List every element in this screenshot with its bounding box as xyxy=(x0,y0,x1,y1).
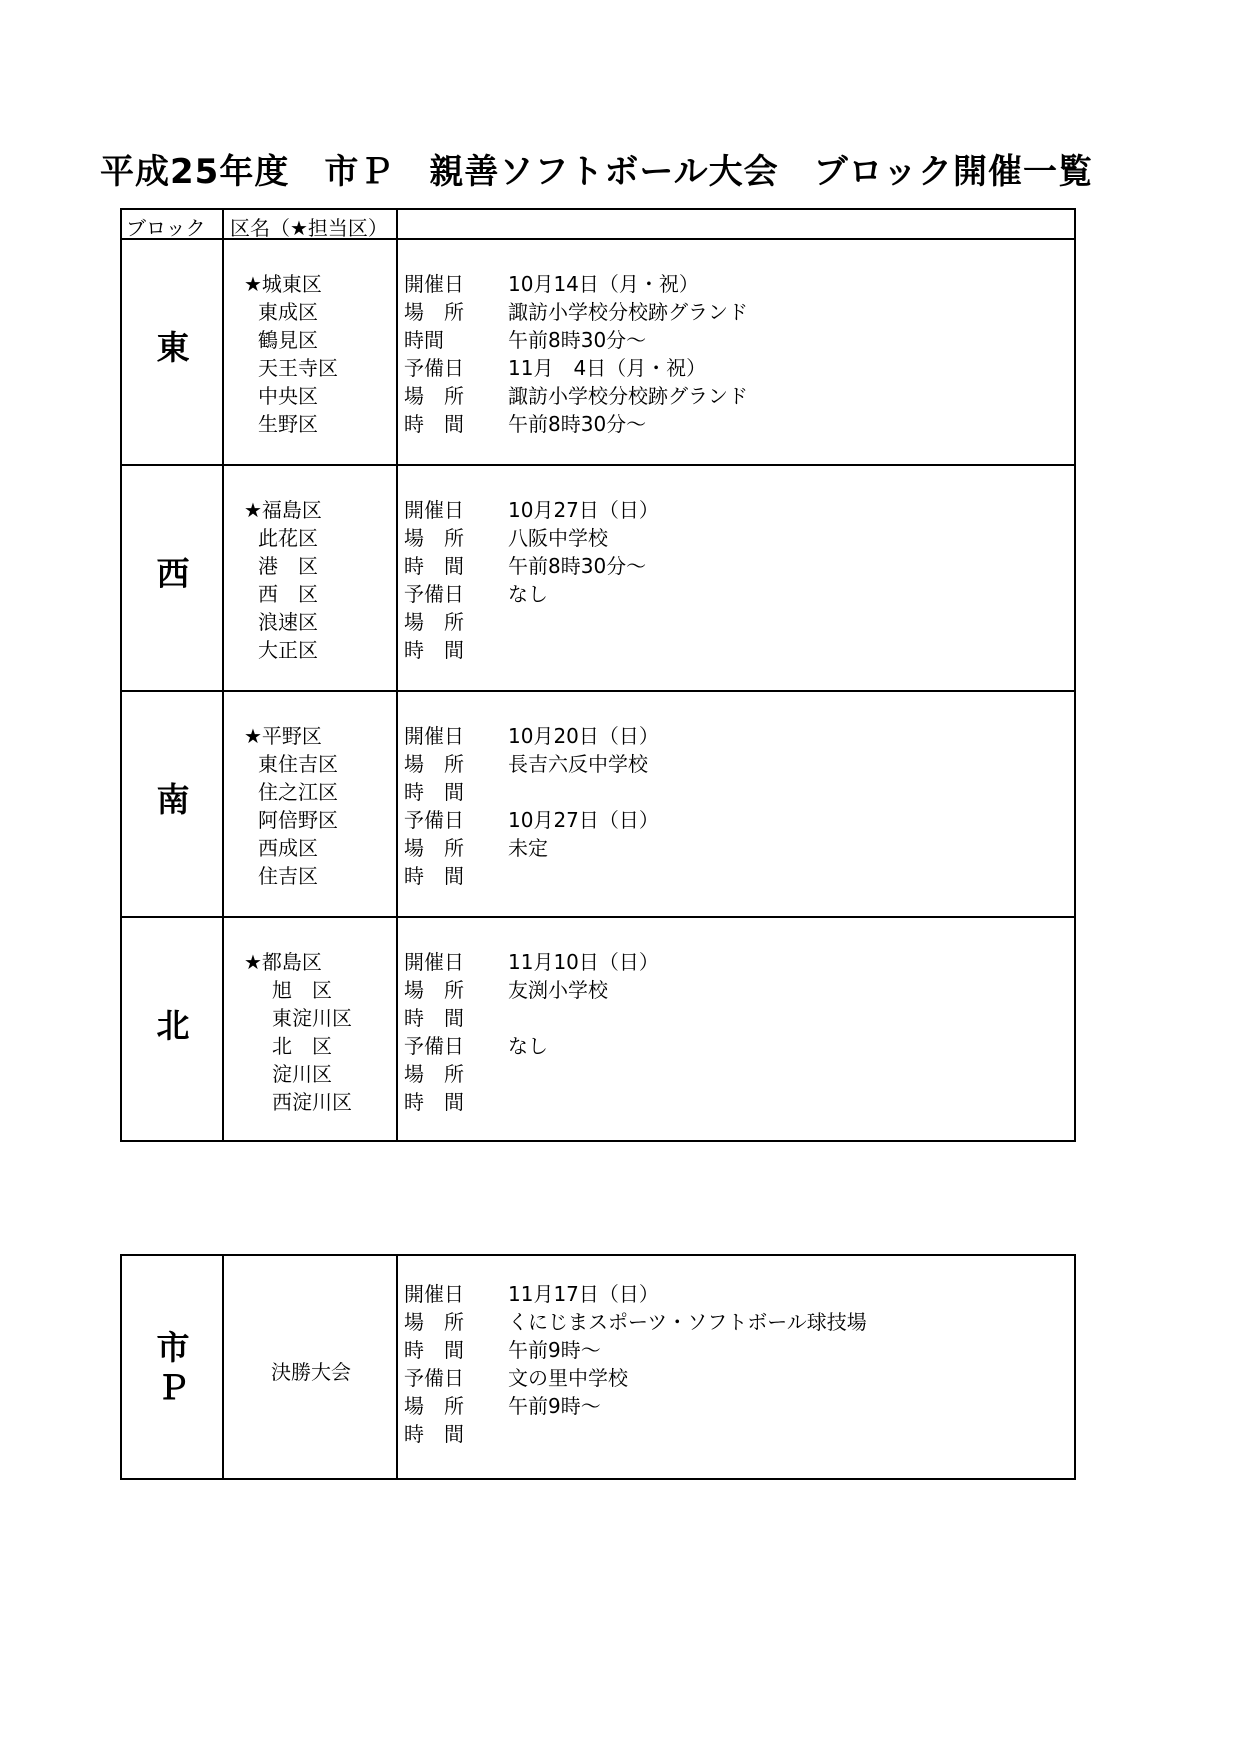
block-row-east xyxy=(122,240,1074,464)
info-value: 諏訪小学校分校跡グランド xyxy=(508,384,748,408)
info-value: 八阪中学校 xyxy=(508,526,608,550)
info-label: 時 間 xyxy=(404,1006,464,1030)
info-line xyxy=(404,298,748,326)
block-row-south xyxy=(122,692,1074,916)
info-line xyxy=(404,354,748,382)
info-label: 予備日 xyxy=(404,808,464,832)
block-name: 北 xyxy=(156,1006,190,1045)
info-line xyxy=(404,806,659,834)
ward: 東成区 xyxy=(258,300,318,324)
info-label: 開催日 xyxy=(404,498,464,522)
ward: 阿倍野区 xyxy=(258,808,338,832)
ward: 生野区 xyxy=(258,412,318,436)
block-name: 南 xyxy=(156,780,190,819)
info-label: 場 所 xyxy=(404,384,464,408)
final-block-name xyxy=(122,1328,224,1408)
info-line xyxy=(404,524,659,552)
ward: 浪速区 xyxy=(258,610,318,634)
block-row-north xyxy=(122,918,1074,1142)
info-line xyxy=(404,1420,867,1448)
ward: 北 区 xyxy=(272,1034,332,1058)
info-label: 予備日 xyxy=(404,582,464,606)
info-label: 場 所 xyxy=(404,836,464,860)
info-label: 時間 xyxy=(404,328,444,352)
info-value: 午前9時～ xyxy=(508,1338,601,1362)
info-value: 11月10日（日） xyxy=(508,950,659,974)
ward: 西淀川区 xyxy=(272,1090,352,1114)
info-value: 長吉六反中学校 xyxy=(508,752,648,776)
ward: 住之江区 xyxy=(258,780,338,804)
ward-lead: ★福島区 xyxy=(244,498,322,522)
info-line xyxy=(404,948,659,976)
info-line xyxy=(404,326,748,354)
info-line xyxy=(404,496,659,524)
info-label: 開催日 xyxy=(404,1282,464,1306)
info-line xyxy=(404,1392,867,1420)
ward-lead: ★城東区 xyxy=(244,272,322,296)
info-label: 時 間 xyxy=(404,1422,464,1446)
block-schedule-table xyxy=(120,208,1076,1142)
info-value: なし xyxy=(508,1034,548,1058)
schedule-info xyxy=(404,270,748,438)
ward: 此花区 xyxy=(258,526,318,550)
info-label: 時 間 xyxy=(404,412,464,436)
table-header xyxy=(122,210,1074,240)
block-row-west xyxy=(122,466,1074,690)
info-line xyxy=(404,1336,867,1364)
ward-list xyxy=(244,722,338,890)
info-value: 10月27日（日） xyxy=(508,808,659,832)
block-name: 東 xyxy=(156,328,190,367)
info-value: 午前8時30分～ xyxy=(508,554,647,578)
info-value: 未定 xyxy=(508,836,548,860)
info-line xyxy=(404,410,748,438)
ward: 鶴見区 xyxy=(258,328,318,352)
info-label: 場 所 xyxy=(404,978,464,1002)
info-value: くにじまスポーツ・ソフトボール球技場 xyxy=(508,1310,867,1334)
info-value: 午前8時30分～ xyxy=(508,328,647,352)
info-label: 場 所 xyxy=(404,1394,464,1418)
block-name: 西 xyxy=(156,554,190,593)
info-label: 場 所 xyxy=(404,752,464,776)
header-block: ブロック xyxy=(126,216,206,240)
info-value: 10月14日（月・祝） xyxy=(508,272,699,296)
ward: 大正区 xyxy=(258,638,318,662)
info-line xyxy=(404,636,659,664)
info-value: 11月 4日（月・祝） xyxy=(508,356,707,380)
info-label: 開催日 xyxy=(404,272,464,296)
info-line xyxy=(404,1308,867,1336)
info-line xyxy=(404,1060,659,1088)
ward-list xyxy=(244,948,352,1116)
ward: 東住吉区 xyxy=(258,752,338,776)
final-event-name: 決勝大会 xyxy=(271,1360,351,1384)
ward: 住吉区 xyxy=(258,864,318,888)
ward: 淀川区 xyxy=(272,1062,332,1086)
ward: 旭 区 xyxy=(272,978,332,1002)
info-line xyxy=(404,1364,867,1392)
info-value: 午前9時～ xyxy=(508,1394,601,1418)
info-line xyxy=(404,580,659,608)
schedule-info xyxy=(404,948,659,1116)
info-line xyxy=(404,382,748,410)
info-label: 場 所 xyxy=(404,300,464,324)
schedule-info xyxy=(404,722,659,890)
ward-lead: ★都島区 xyxy=(244,950,322,974)
info-line xyxy=(404,862,659,890)
info-line xyxy=(404,552,659,580)
final-tournament-table xyxy=(120,1254,1076,1480)
info-label: 時 間 xyxy=(404,1338,464,1362)
info-value: 10月20日（日） xyxy=(508,724,659,748)
ward: 天王寺区 xyxy=(258,356,338,380)
final-name-line2: Ｐ xyxy=(156,1368,190,1407)
info-label: 場 所 xyxy=(404,1310,464,1334)
info-value: 文の里中学校 xyxy=(508,1366,628,1390)
schedule-info xyxy=(404,496,659,664)
info-line xyxy=(404,778,659,806)
ward: 東淀川区 xyxy=(272,1006,352,1030)
header-ward: 区名（★担当区） xyxy=(230,216,388,240)
info-value: 11月17日（日） xyxy=(508,1282,659,1306)
info-label: 場 所 xyxy=(404,610,464,634)
info-line xyxy=(404,834,659,862)
final-name-line1: 市 xyxy=(156,1328,190,1367)
info-line xyxy=(404,750,659,778)
info-line xyxy=(404,1032,659,1060)
ward-list xyxy=(244,270,338,438)
info-label: 場 所 xyxy=(404,1062,464,1086)
info-value: 10月27日（日） xyxy=(508,498,659,522)
ward-list xyxy=(244,496,322,664)
info-label: 予備日 xyxy=(404,1034,464,1058)
ward: 西 区 xyxy=(258,582,318,606)
info-label: 時 間 xyxy=(404,554,464,578)
info-label: 時 間 xyxy=(404,780,464,804)
info-value: なし xyxy=(508,582,548,606)
info-value: 諏訪小学校分校跡グランド xyxy=(508,300,748,324)
ward: 中央区 xyxy=(258,384,318,408)
info-line xyxy=(404,608,659,636)
info-label: 予備日 xyxy=(404,1366,464,1390)
info-line xyxy=(404,1088,659,1116)
info-line xyxy=(404,722,659,750)
info-label: 場 所 xyxy=(404,526,464,550)
ward-lead: ★平野区 xyxy=(244,724,322,748)
info-line xyxy=(404,270,748,298)
info-label: 開催日 xyxy=(404,950,464,974)
page-title: 平成25年度 市Ｐ 親善ソフトボール大会 ブロック開催一覧 xyxy=(100,152,1093,192)
info-label: 時 間 xyxy=(404,638,464,662)
info-label: 時 間 xyxy=(404,864,464,888)
info-value: 友渕小学校 xyxy=(508,978,608,1002)
ward: 港 区 xyxy=(258,554,318,578)
info-line xyxy=(404,1004,659,1032)
info-line xyxy=(404,1280,867,1308)
final-schedule-info xyxy=(404,1280,867,1448)
info-label: 開催日 xyxy=(404,724,464,748)
ward: 西成区 xyxy=(258,836,318,860)
info-line xyxy=(404,976,659,1004)
info-label: 時 間 xyxy=(404,1090,464,1114)
info-label: 予備日 xyxy=(404,356,464,380)
info-value: 午前8時30分～ xyxy=(508,412,647,436)
